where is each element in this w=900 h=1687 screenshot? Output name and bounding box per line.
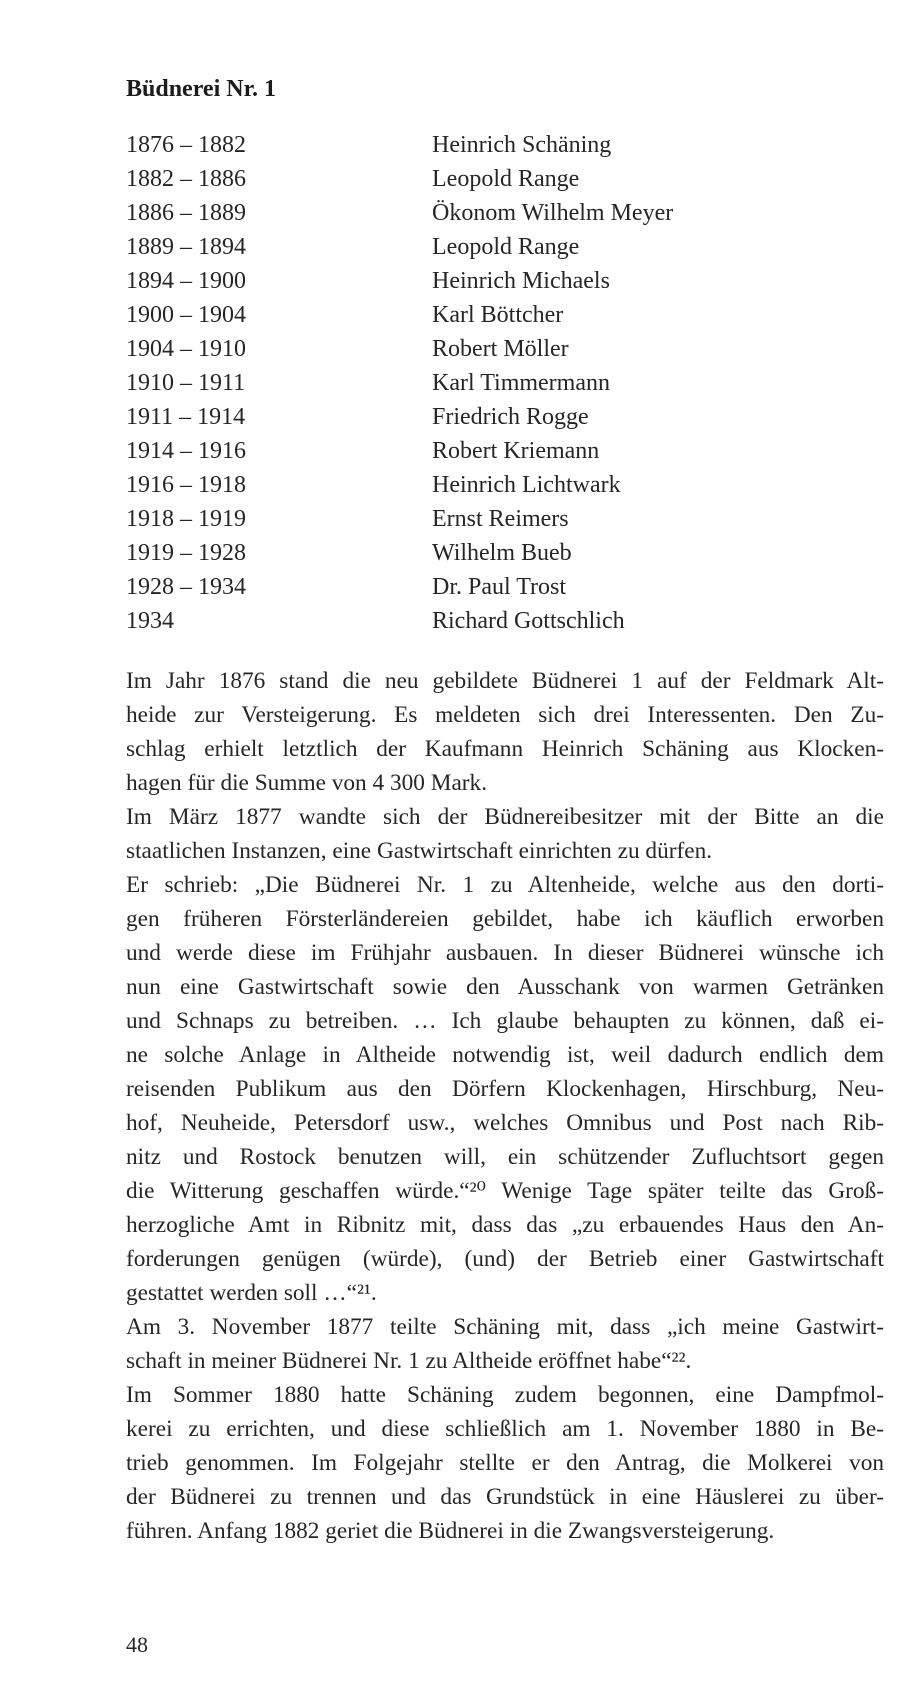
owner-row [126,366,846,400]
owner-name: Heinrich Schäning [432,132,612,158]
owner-name: Ernst Reimers [432,506,569,532]
text-line: ne solche Anlage in Altheide notwendig ist, weil dadurch endlich dem [126,1042,884,1068]
text-line: kerei zu errichten, und diese schließlich am 1. November 1880 in Be- [126,1416,884,1442]
owner-years: 1928 – 1934 [126,574,246,600]
text-line: nun eine Gastwirtschaft sowie den Ausschank von warmen Getränken [126,974,884,1000]
owner-years: 1889 – 1894 [126,234,246,260]
text-line: führen. Anfang 1882 geriet die Büdnerei in die Zwangsversteigerung. [126,1518,775,1544]
owner-years: 1894 – 1900 [126,268,246,294]
owner-name: Heinrich Michaels [432,268,610,294]
text-line: gen früheren Försterländereien gebildet, habe ich käuflich erworben [126,906,884,932]
text-line: und werde diese im Frühjahr ausbauen. In dieser Büdnerei wünsche ich [126,940,884,966]
owner-row [126,162,846,196]
owner-name: Dr. Paul Trost [432,574,567,600]
text-line: hagen für die Summe von 4 300 Mark. [126,770,488,796]
owner-name: Ökonom Wilhelm Meyer [432,200,674,226]
text-line: Im März 1877 wandte sich der Büdnereibesitzer mit der Bitte an die [126,804,884,830]
owner-name: Leopold Range [432,234,580,260]
owner-years: 1911 – 1914 [126,404,246,430]
owner-years: 1916 – 1918 [126,472,246,498]
owner-years: 1882 – 1886 [126,166,246,192]
owner-name: Heinrich Lichtwark [432,472,621,498]
owner-years: 1886 – 1889 [126,200,246,226]
section-heading: Büdnerei Nr. 1 [126,76,277,102]
text-line: heide zur Versteigerung. Es meldeten sich drei Interessenten. Den Zu- [126,702,884,728]
owner-row [126,536,846,570]
owner-row [126,434,846,468]
text-line: hof, Neuheide, Petersdorf usw., welches Omnibus und Post nach Rib- [126,1110,884,1136]
owner-row [126,230,846,264]
owner-row [126,400,846,434]
text-line: schlag erhielt letztlich der Kaufmann Heinrich Schäning aus Klocken- [126,736,884,762]
text-line: forderungen genügen (würde), (und) der Betrieb einer Gastwirtschaft [126,1246,884,1272]
owner-years: 1934 [126,608,174,634]
text-line: nitz und Rostock benutzen will, ein schützender Zufluchtsort gegen [126,1144,884,1170]
text-line: schaft in meiner Büdnerei Nr. 1 zu Altheide eröffnet habe“²². [126,1348,692,1374]
owner-years: 1918 – 1919 [126,506,246,532]
text-line: reisenden Publikum aus den Dörfern Klockenhagen, Hirschburg, Neu- [126,1076,884,1102]
owner-name: Karl Böttcher [432,302,564,328]
owner-years: 1900 – 1904 [126,302,246,328]
owner-row [126,264,846,298]
owner-years: 1919 – 1928 [126,540,246,566]
owner-row [126,298,846,332]
text-line: staatlichen Instanzen, eine Gastwirtschaft einrichten zu dürfen. [126,838,713,864]
owner-row [126,468,846,502]
owner-years: 1876 – 1882 [126,132,246,158]
owner-row [126,604,846,638]
owner-row [126,332,846,366]
owner-years: 1914 – 1916 [126,438,246,464]
owner-name: Friedrich Rogge [432,404,589,430]
body-text [126,664,884,1548]
owner-years: 1910 – 1911 [126,370,246,396]
owner-row [126,502,846,536]
owner-row [126,570,846,604]
owner-name: Leopold Range [432,166,580,192]
text-line: der Büdnerei zu trennen und das Grundstück in eine Häuslerei zu über- [126,1484,884,1510]
text-line: trieb genommen. Im Folgejahr stellte er den Antrag, die Molkerei von [126,1450,884,1476]
text-line: die Witterung geschaffen würde.“²⁰ Wenige Tage später teilte das Groß- [126,1178,884,1204]
text-line: Im Sommer 1880 hatte Schäning zudem begonnen, eine Dampfmol- [126,1382,884,1408]
page-number: 48 [126,1632,148,1657]
text-line: herzogliche Amt in Ribnitz mit, dass das „zu erbauendes Haus den An- [126,1212,884,1238]
owner-name: Wilhelm Bueb [432,540,572,566]
owner-name: Karl Timmermann [432,370,610,396]
text-line: Am 3. November 1877 teilte Schäning mit, dass „ich meine Gastwirt- [126,1314,884,1340]
owner-list [126,128,846,638]
text-line: Im Jahr 1876 stand die neu gebildete Büdnerei 1 auf der Feldmark Alt- [126,668,884,694]
text-line: Er schrieb: „Die Büdnerei Nr. 1 zu Altenheide, welche aus den dorti- [126,872,884,898]
owner-name: Richard Gottschlich [432,608,625,634]
owner-row [126,128,846,162]
text-line: gestattet werden soll …“²¹. [126,1280,377,1306]
owner-row [126,196,846,230]
owner-name: Robert Möller [432,336,569,362]
text-line: und Schnaps zu betreiben. … Ich glaube behaupten zu können, daß ei- [126,1008,884,1034]
owner-years: 1904 – 1910 [126,336,246,362]
owner-name: Robert Kriemann [432,438,600,464]
